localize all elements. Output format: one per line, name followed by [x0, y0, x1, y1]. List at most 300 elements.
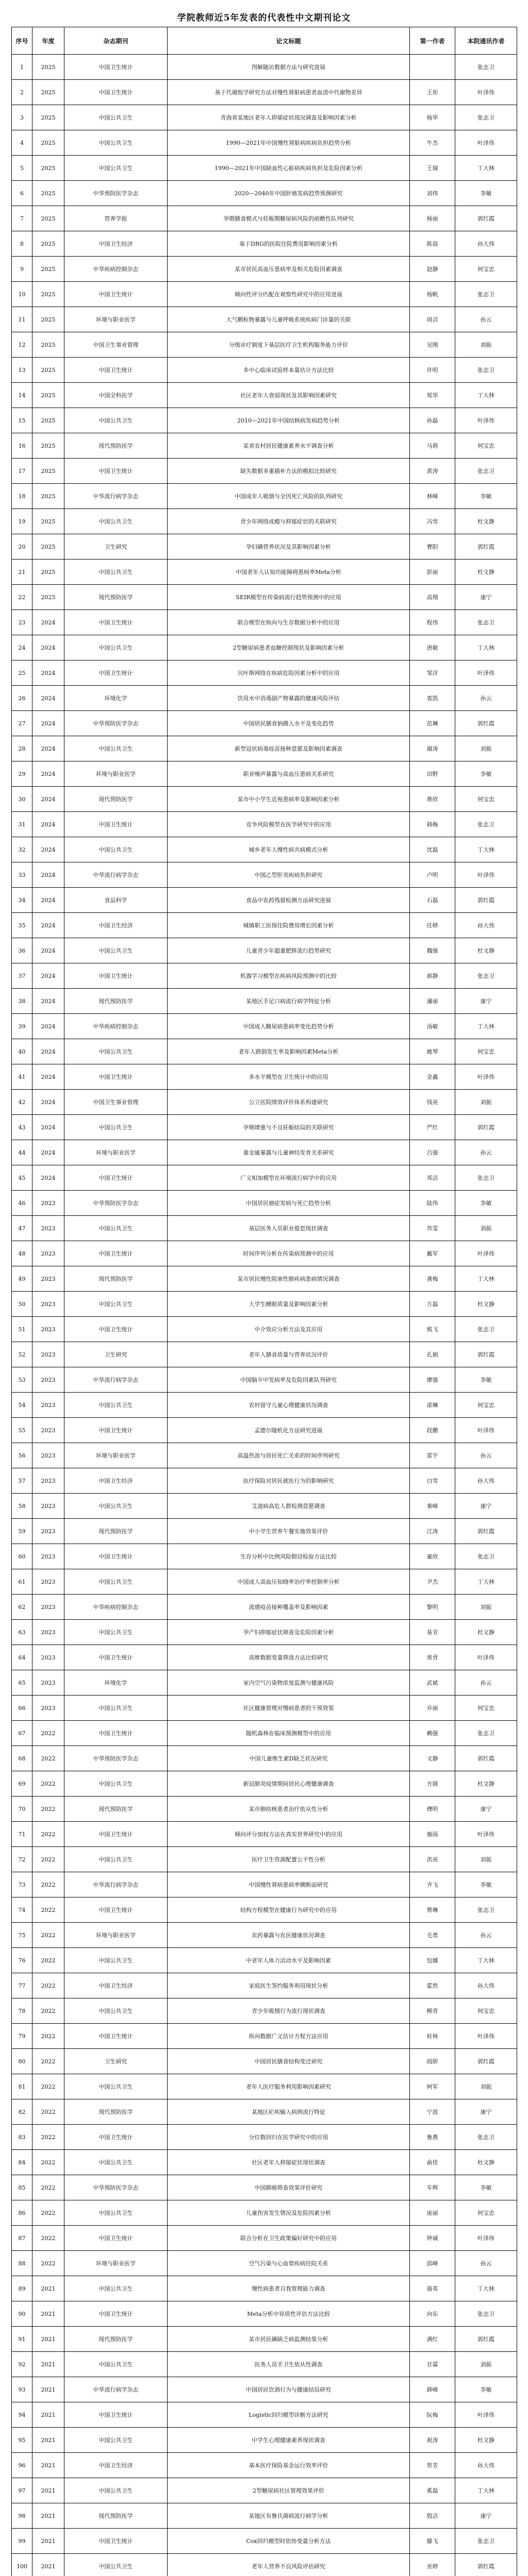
cell-first-author: 薛峰 — [410, 2377, 455, 2402]
cell-corresponding-author: 杜文静 — [455, 938, 517, 963]
cell-year: 2022 — [32, 2175, 64, 2200]
cell-corresponding-author: 丁大林 — [455, 2478, 517, 2503]
header-first-author: 第一作者 — [410, 27, 455, 55]
cell-first-author: 滕飞 — [410, 2529, 455, 2554]
cell-year: 2022 — [32, 2251, 64, 2276]
cell-corresponding-author: 孙大伟 — [455, 2453, 517, 2478]
cell-corresponding-author: 丁大林 — [455, 2276, 517, 2301]
cell-corresponding-author: 张志卫 — [455, 2301, 517, 2327]
cell-no: 92 — [12, 2352, 32, 2377]
cell-year: 2023 — [32, 1393, 64, 1418]
table-row — [12, 1847, 517, 1872]
cell-first-author: 方圆 — [410, 1771, 455, 1797]
cell-first-author: 曹阳 — [410, 534, 455, 560]
cell-year: 2024 — [32, 686, 64, 711]
cell-corresponding-author: 刘振 — [455, 2352, 517, 2377]
cell-journal: 中国全科医学 — [64, 383, 168, 408]
cell-corresponding-author: 郭红霞 — [455, 206, 517, 231]
cell-year: 2024 — [32, 1090, 64, 1115]
cell-first-author: 王彤 — [410, 80, 455, 105]
cell-journal: 中国公共卫生 — [64, 1847, 168, 1872]
cell-corresponding-author: 杜文静 — [455, 1292, 517, 1317]
table-row — [12, 1191, 517, 1216]
cell-corresponding-author: 孙云 — [455, 1670, 517, 1696]
cell-title: 城乡老年人慢性病共病模式分析 — [168, 837, 410, 862]
cell-year: 2021 — [32, 2301, 64, 2327]
cell-title: 倾向评分加权方法在真实世界研究中的应用 — [168, 1822, 410, 1847]
cell-corresponding-author: 李敏 — [455, 1191, 517, 1216]
cell-corresponding-author: 丁大林 — [455, 1569, 517, 1595]
table-row — [12, 433, 517, 459]
cell-year: 2023 — [32, 1292, 64, 1317]
cell-year: 2022 — [32, 2074, 64, 2099]
cell-journal: 中华流行病学杂志 — [64, 1367, 168, 1393]
cell-year: 2023 — [32, 1696, 64, 1721]
cell-first-author: 杨华 — [410, 105, 455, 130]
table-row — [12, 1216, 517, 1241]
cell-year: 2021 — [32, 2276, 64, 2301]
table-row — [12, 2478, 517, 2503]
cell-journal: 环境与职业医学 — [64, 761, 168, 787]
cell-corresponding-author: 张志卫 — [455, 1317, 517, 1342]
cell-journal: 卫生研究 — [64, 534, 168, 560]
table-row — [12, 1721, 517, 1746]
cell-journal: 中国卫生经济 — [64, 913, 168, 938]
cell-no: 18 — [12, 484, 32, 509]
cell-first-author: 向东 — [410, 2301, 455, 2327]
cell-year: 2021 — [32, 2453, 64, 2478]
cell-no: 38 — [12, 989, 32, 1014]
cell-no: 86 — [12, 2200, 32, 2226]
cell-year: 2023 — [32, 1468, 64, 1494]
cell-first-author: 满红 — [410, 2327, 455, 2352]
cell-title: 儿童青少年超重肥胖流行趋势研究 — [168, 938, 410, 963]
cell-no: 66 — [12, 1696, 32, 1721]
cell-year: 2025 — [32, 560, 64, 585]
cell-first-author: 卢明 — [410, 862, 455, 888]
table-row — [12, 2276, 517, 2301]
cell-title: 城镇职工医保住院费用增长因素分析 — [168, 913, 410, 938]
cell-corresponding-author: 康宁 — [455, 2099, 517, 2125]
cell-journal: 环境化学 — [64, 1670, 168, 1696]
cell-corresponding-author: 叶泽伟 — [455, 1064, 517, 1090]
cell-no: 85 — [12, 2175, 32, 2200]
cell-year: 2024 — [32, 1014, 64, 1039]
table-row — [12, 1620, 517, 1645]
cell-title: 社区老年人抑郁症状现状调查 — [168, 2150, 410, 2175]
table-row — [12, 1569, 517, 1595]
cell-year: 2025 — [32, 509, 64, 534]
cell-first-author: 黎明 — [410, 1595, 455, 1620]
cell-year: 2025 — [32, 484, 64, 509]
cell-first-author: 杨帆 — [410, 282, 455, 307]
cell-corresponding-author: 何宝忠 — [455, 787, 517, 812]
cell-year: 2022 — [32, 1771, 64, 1797]
cell-no: 4 — [12, 130, 32, 156]
cell-no: 24 — [12, 635, 32, 660]
cell-journal: 现代预防医学 — [64, 1797, 168, 1822]
cell-title: 中国乙型肝炎疾病负担研究 — [168, 862, 410, 888]
table-row — [12, 1519, 517, 1544]
cell-corresponding-author: 何宝忠 — [455, 1393, 517, 1418]
cell-journal: 现代预防医学 — [64, 787, 168, 812]
table-row — [12, 1418, 517, 1443]
cell-first-author: 汤敏 — [410, 1014, 455, 1039]
table-row — [12, 105, 517, 130]
cell-corresponding-author: 叶泽伟 — [455, 80, 517, 105]
cell-first-author: 钟诚 — [410, 2226, 455, 2251]
cell-journal: 食品科学 — [64, 888, 168, 913]
cell-journal: 现代预防医学 — [64, 2503, 168, 2529]
cell-corresponding-author: 郭红霞 — [455, 2049, 517, 2074]
cell-corresponding-author: 丁大林 — [455, 1948, 517, 1973]
cell-year: 2022 — [32, 1847, 64, 1872]
cell-year: 2025 — [32, 156, 64, 181]
cell-corresponding-author: 丁大林 — [455, 156, 517, 181]
cell-year: 2022 — [32, 1973, 64, 1998]
cell-first-author: 洪亮 — [410, 1847, 455, 1872]
cell-no: 3 — [12, 105, 32, 130]
cell-first-author: 郑华 — [410, 383, 455, 408]
table-row — [12, 862, 517, 888]
cell-journal: 中国卫生经济 — [64, 231, 168, 257]
cell-title: 高温热浪与居民死亡关系的时间序列研究 — [168, 1443, 410, 1468]
cell-corresponding-author: 杜文静 — [455, 1771, 517, 1797]
cell-no: 9 — [12, 257, 32, 282]
table-row — [12, 963, 517, 989]
cell-no: 30 — [12, 787, 32, 812]
cell-journal: 中国公共卫生 — [64, 2074, 168, 2099]
cell-journal: 中国卫生统计 — [64, 1418, 168, 1443]
cell-title: 医务人员手卫生依从性调查 — [168, 2352, 410, 2377]
table-row — [12, 1897, 517, 1923]
cell-title: 联合模型在纵向与生存数据分析中的应用 — [168, 610, 410, 635]
cell-title: 孕妇碘营养状况及其影响因素分析 — [168, 534, 410, 560]
cell-journal: 中国公共卫生 — [64, 2150, 168, 2175]
cell-no: 49 — [12, 1266, 32, 1292]
cell-no: 67 — [12, 1721, 32, 1746]
cell-first-author: 常青 — [410, 1645, 455, 1670]
cell-first-author: 邵琳 — [410, 1393, 455, 1418]
cell-title: 孟德尔随机化方法研究进展 — [168, 1418, 410, 1443]
table-row — [12, 383, 517, 408]
cell-no: 6 — [12, 181, 32, 206]
cell-no: 69 — [12, 1771, 32, 1797]
cell-no: 39 — [12, 1014, 32, 1039]
cell-no: 87 — [12, 2226, 32, 2251]
cell-no: 36 — [12, 938, 32, 963]
cell-year: 2024 — [32, 1115, 64, 1140]
cell-journal: 中华预防医学杂志 — [64, 181, 168, 206]
cell-first-author: 范琳 — [410, 711, 455, 736]
cell-no: 37 — [12, 963, 32, 989]
cell-corresponding-author: 李敏 — [455, 2377, 517, 2402]
cell-journal: 现代预防医学 — [64, 989, 168, 1014]
cell-no: 34 — [12, 888, 32, 913]
header-title: 论文标题 — [168, 27, 410, 55]
cell-first-author: 乔丽 — [410, 1696, 455, 1721]
cell-first-author: 包娜 — [410, 1948, 455, 1973]
cell-title: 随机森林在临床预测模型中的应用 — [168, 1721, 410, 1746]
cell-first-author: 奚磊 — [410, 2478, 455, 2503]
table-row — [12, 2352, 517, 2377]
cell-corresponding-author: 杜文静 — [455, 2428, 517, 2453]
cell-year: 2022 — [32, 1721, 64, 1746]
table-row — [12, 1948, 517, 1973]
cell-journal: 环境与职业医学 — [64, 2251, 168, 2276]
cell-year: 2025 — [32, 231, 64, 257]
cell-no: 8 — [12, 231, 32, 257]
cell-journal: 中国公共卫生 — [64, 2478, 168, 2503]
cell-first-author: 孔娟 — [410, 1342, 455, 1367]
cell-corresponding-author: 孙大伟 — [455, 1468, 517, 1494]
cell-no: 19 — [12, 509, 32, 534]
cell-corresponding-author: 郭红霞 — [455, 1115, 517, 1140]
cell-no: 12 — [12, 332, 32, 358]
cell-corresponding-author: 叶泽伟 — [455, 1645, 517, 1670]
cell-first-author: 鲁燕 — [410, 2125, 455, 2150]
page-title: 学院教师近5年发表的代表性中文期刊论文 — [177, 13, 351, 23]
cell-first-author: 宁波 — [410, 2099, 455, 2125]
cell-corresponding-author: 丁大林 — [455, 837, 517, 862]
table-header-row — [12, 27, 517, 55]
cell-title: 结构方程模型在健康行为研究中的应用 — [168, 1897, 410, 1923]
cell-first-author: 姚琴 — [410, 1039, 455, 1064]
table-row — [12, 2074, 517, 2099]
cell-first-author: 庞丽 — [410, 2200, 455, 2226]
cell-corresponding-author: 张志卫 — [455, 55, 517, 80]
cell-no: 52 — [12, 1342, 32, 1367]
cell-no: 42 — [12, 1090, 32, 1115]
table-row — [12, 913, 517, 938]
cell-year: 2022 — [32, 1797, 64, 1822]
cell-journal: 中国卫生统计 — [64, 1165, 168, 1191]
cell-corresponding-author: 张志卫 — [455, 1897, 517, 1923]
cell-journal: 中华预防医学杂志 — [64, 2175, 168, 2200]
cell-first-author: 桂林 — [410, 2024, 455, 2049]
cell-journal: 中华疾病控制杂志 — [64, 1014, 168, 1039]
table-row — [12, 1064, 517, 1090]
cell-first-author: 江涛 — [410, 1519, 455, 1544]
table-row — [12, 1872, 517, 1897]
cell-title: 中国儿童维生素D缺乏状况研究 — [168, 1746, 410, 1771]
cell-no: 81 — [12, 2074, 32, 2099]
cell-title: 大学生睡眠质量及影响因素分析 — [168, 1292, 410, 1317]
cell-corresponding-author: 郭红霞 — [455, 2327, 517, 2352]
cell-journal: 中国公共卫生 — [64, 837, 168, 862]
table-row — [12, 2150, 517, 2175]
cell-year: 2024 — [32, 812, 64, 837]
cell-corresponding-author: 郭红霞 — [455, 888, 517, 913]
cell-corresponding-author: 何宝忠 — [455, 1998, 517, 2024]
cell-no: 58 — [12, 1494, 32, 1519]
table-row — [12, 1468, 517, 1494]
cell-no: 15 — [12, 408, 32, 433]
header-corresponding-author: 本院通讯作者 — [455, 27, 517, 55]
cell-year: 2025 — [32, 408, 64, 433]
cell-no: 20 — [12, 534, 32, 560]
cell-first-author: 田野 — [410, 761, 455, 787]
cell-journal: 中国公共卫生 — [64, 736, 168, 761]
cell-no: 64 — [12, 1645, 32, 1670]
cell-no: 23 — [12, 610, 32, 635]
cell-no: 94 — [12, 2402, 32, 2428]
cell-year: 2025 — [32, 257, 64, 282]
cell-first-author: 马莉 — [410, 433, 455, 459]
cell-year: 2022 — [32, 1948, 64, 1973]
cell-no: 53 — [12, 1367, 32, 1393]
cell-title: 中国慢性肾病患病率横断面研究 — [168, 1872, 410, 1897]
cell-no: 79 — [12, 2024, 32, 2049]
cell-first-author: 龚梅 — [410, 1266, 455, 1292]
cell-corresponding-author: 叶泽伟 — [455, 1241, 517, 1266]
cell-first-author: 沈磊 — [410, 837, 455, 862]
cell-journal: 中国卫生统计 — [64, 610, 168, 635]
cell-corresponding-author: 康宁 — [455, 585, 517, 610]
cell-year: 2024 — [32, 761, 64, 787]
cell-no: 55 — [12, 1418, 32, 1443]
table-row — [12, 534, 517, 560]
cell-corresponding-author: 张志卫 — [455, 2529, 517, 2554]
cell-corresponding-author: 孙大伟 — [455, 1973, 517, 1998]
cell-first-author — [410, 55, 455, 80]
cell-first-author: 蔡琳 — [410, 1897, 455, 1923]
cell-title: 多水平模型在卫生统计中的应用 — [168, 1064, 410, 1090]
cell-corresponding-author: 何宝忠 — [455, 433, 517, 459]
cell-first-author: 霍然 — [410, 1973, 455, 1998]
cell-title: 某市肺结核患者治疗依从性分析 — [168, 1797, 410, 1822]
cell-journal: 中国卫生统计 — [64, 963, 168, 989]
cell-journal: 中国公共卫生 — [64, 1620, 168, 1645]
cell-first-author: 严红 — [410, 1115, 455, 1140]
table-row — [12, 1443, 517, 1468]
cell-title: 某地区手足口病流行病学特征分析 — [168, 989, 410, 1014]
table-row — [12, 1544, 517, 1569]
cell-corresponding-author: 张志卫 — [455, 610, 517, 635]
cell-title: 老年人营养不良风险评估研究 — [168, 2554, 410, 2576]
cell-corresponding-author: 叶泽伟 — [455, 1822, 517, 1847]
cell-corresponding-author: 刘振 — [455, 1595, 517, 1620]
cell-no: 71 — [12, 1822, 32, 1847]
cell-no: 5 — [12, 156, 32, 181]
cell-journal: 中国公共卫生 — [64, 1216, 168, 1241]
cell-corresponding-author: 叶泽伟 — [455, 408, 517, 433]
cell-corresponding-author: 刘振 — [455, 1090, 517, 1115]
cell-year: 2023 — [32, 1569, 64, 1595]
cell-journal: 中国公共卫生 — [64, 509, 168, 534]
cell-corresponding-author: 郭红霞 — [455, 1342, 517, 1367]
cell-title: 老年人医疗服务利用影响因素研究 — [168, 2074, 410, 2099]
cell-year: 2024 — [32, 635, 64, 660]
table-row — [12, 1797, 517, 1822]
table-row — [12, 1595, 517, 1620]
table-row — [12, 1696, 517, 1721]
cell-year: 2022 — [32, 2099, 64, 2125]
cell-no: 43 — [12, 1115, 32, 1140]
cell-no: 7 — [12, 206, 32, 231]
table-row — [12, 282, 517, 307]
cell-journal: 中国公共卫生 — [64, 105, 168, 130]
cell-first-author: 车辉 — [410, 2175, 455, 2200]
cell-title: 2型糖尿病社区管理效果评价 — [168, 2478, 410, 2503]
cell-title: 农村留守儿童心理健康状况调查 — [168, 1393, 410, 1418]
cell-corresponding-author: 康宁 — [455, 2503, 517, 2529]
table-row — [12, 989, 517, 1014]
table-body — [12, 55, 517, 2576]
table-row — [12, 1317, 517, 1342]
cell-no: 35 — [12, 913, 32, 938]
cell-no: 56 — [12, 1443, 32, 1468]
cell-title: 饮用水中消毒副产物暴露的健康风险评估 — [168, 686, 410, 711]
cell-year: 2025 — [32, 358, 64, 383]
cell-no: 65 — [12, 1670, 32, 1696]
cell-year: 2024 — [32, 913, 64, 938]
cell-journal: 中国卫生统计 — [64, 2301, 168, 2327]
cell-first-author: 贺芳 — [410, 2453, 455, 2478]
cell-title: 大气颗粒物暴露与儿童呼吸系统疾病门诊量的关联 — [168, 307, 410, 332]
table-row — [12, 938, 517, 963]
cell-year: 2023 — [32, 1645, 64, 1670]
cell-journal: 中国公共卫生 — [64, 635, 168, 660]
cell-title: SEIR模型在传染病流行趋势预测中的应用 — [168, 585, 410, 610]
cell-title: 纵向数据广义估计方程方法应用 — [168, 2024, 410, 2049]
cell-journal: 中国公共卫生 — [64, 560, 168, 585]
cell-corresponding-author: 孙大伟 — [455, 913, 517, 938]
cell-no: 17 — [12, 459, 32, 484]
table-row — [12, 80, 517, 105]
cell-journal: 中国公共卫生 — [64, 2554, 168, 2576]
cell-title: 新型冠状病毒疫苗接种意愿及影响因素调查 — [168, 736, 410, 761]
cell-title: 空气污染与心血管疾病住院关系 — [168, 2251, 410, 2276]
cell-title: 孕期膳食模式与妊娠期糖尿病风险的前瞻性队列研究 — [168, 206, 410, 231]
cell-corresponding-author: 郭红霞 — [455, 2554, 517, 2576]
cell-year: 2021 — [32, 2529, 64, 2554]
cell-journal: 中国公共卫生 — [64, 1039, 168, 1064]
cell-journal: 中国公共卫生 — [64, 938, 168, 963]
cell-no: 32 — [12, 837, 32, 862]
cell-first-author: 傅明 — [410, 1797, 455, 1822]
cell-corresponding-author: 杜文静 — [455, 560, 517, 585]
cell-corresponding-author: 何宝忠 — [455, 257, 517, 282]
cell-journal: 中华流行病学杂志 — [64, 484, 168, 509]
cell-year: 2023 — [32, 1670, 64, 1696]
cell-corresponding-author: 丁大林 — [455, 1014, 517, 1039]
cell-first-author: 彭丽 — [410, 560, 455, 585]
cell-title: 生存分析中比例风险假设检验方法比较 — [168, 1544, 410, 1569]
cell-first-author: 吕强 — [410, 1140, 455, 1165]
table-row — [12, 2503, 517, 2529]
cell-corresponding-author: 叶泽伟 — [455, 660, 517, 686]
cell-journal: 环境与职业医学 — [64, 1140, 168, 1165]
cell-journal: 卫生研究 — [64, 2049, 168, 2074]
cell-no: 91 — [12, 2327, 32, 2352]
cell-journal: 现代预防医学 — [64, 585, 168, 610]
cell-title: 儿童伤害发生情况及危险因素分析 — [168, 2200, 410, 2226]
cell-title: 倾向性评分匹配在观察性研究中的应用进展 — [168, 282, 410, 307]
cell-journal: 中国公共卫生 — [64, 1115, 168, 1140]
cell-year: 2023 — [32, 1595, 64, 1620]
cell-journal: 中国卫生统计 — [64, 2402, 168, 2428]
cell-no: 54 — [12, 1393, 32, 1418]
cell-first-author: 吴刚 — [410, 332, 455, 358]
cell-first-author: 钱亮 — [410, 1090, 455, 1115]
cell-title: 机器学习模型在疾病风险预测中的比较 — [168, 963, 410, 989]
cell-year: 2022 — [32, 1746, 64, 1771]
cell-corresponding-author: 孙大伟 — [455, 231, 517, 257]
cell-journal: 中国公共卫生 — [64, 2428, 168, 2453]
table-row — [12, 2453, 517, 2478]
cell-journal: 中国公共卫生 — [64, 2200, 168, 2226]
